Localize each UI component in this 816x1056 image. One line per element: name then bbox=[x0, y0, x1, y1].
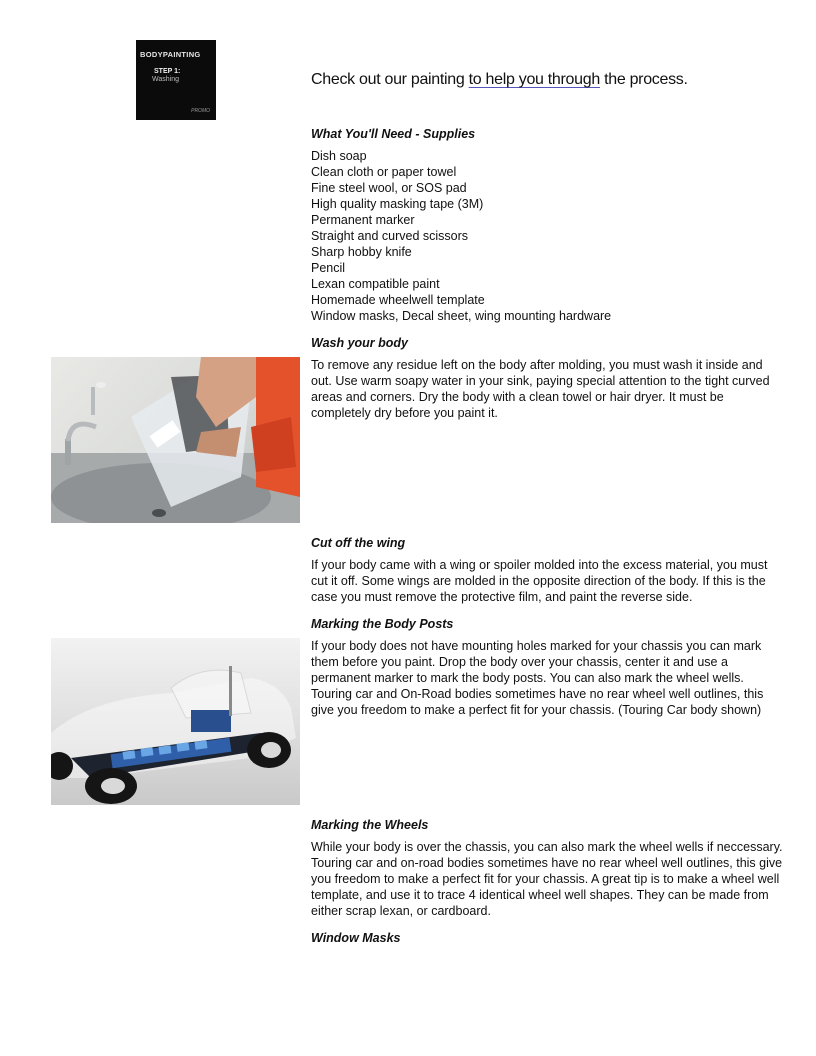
intro-before: Check out our painting bbox=[311, 71, 469, 88]
thumbnail-step: STEP 1: bbox=[154, 68, 181, 75]
masks-heading: Window Masks bbox=[311, 931, 401, 945]
thumbnail-logo: PROMO bbox=[191, 108, 210, 114]
wing-text: If your body came with a wing or spoiler molded into the excess material, you must cut it off. Some wings are molded in the opposite direction of the body. If this is the case you must remove the protective film, and paint the reverse side. bbox=[311, 558, 768, 604]
step-thumbnail[interactable] bbox=[136, 40, 216, 120]
list-item: High quality masking tape (3M) bbox=[311, 197, 484, 211]
list-item: Homemade wheelwell template bbox=[311, 293, 485, 307]
list-item: Window masks, Decal sheet, wing mounting hardware bbox=[311, 309, 612, 323]
posts-heading: Marking the Body Posts bbox=[311, 617, 454, 631]
intro-text bbox=[311, 71, 781, 89]
supplies-list bbox=[311, 148, 611, 324]
wash-text: To remove any residue left on the body after molding, you must wash it inside and out. Use warm soapy water in your sink, paying special attention to the tight curved areas and corners. Dry the body with a clean towel or hair dryer. It must be completely dry before you paint it. bbox=[311, 358, 770, 420]
wheels-heading: Marking the Wheels bbox=[311, 818, 429, 832]
list-item: Lexan compatible paint bbox=[311, 277, 440, 291]
list-item: Sharp hobby knife bbox=[311, 245, 412, 259]
list-item: Pencil bbox=[311, 261, 346, 275]
intro-after: the process. bbox=[599, 71, 688, 88]
wash-heading: Wash your body bbox=[311, 336, 409, 350]
list-item: Straight and curved scissors bbox=[311, 229, 469, 243]
car-chassis-photo bbox=[51, 638, 300, 805]
car-illustration bbox=[51, 638, 300, 805]
list-item: Clean cloth or paper towel bbox=[311, 165, 457, 179]
thumbnail-title: BODYPAINTING bbox=[140, 50, 201, 59]
wheels-text: While your body is over the chassis, you can also mark the wheel wells if neccessary. Touring car and on-road bodies sometimes have no rear wheel well outlines, this give you freedom to make a perfect fit for your chassis. A great tip is to make a wheel well template, and use it to trace 4 identical wheel well shapes. They can be made from either scrap lexan, or cardboard. bbox=[311, 840, 783, 918]
supplies-heading: What You'll Need - Supplies bbox=[311, 127, 476, 141]
list-item: Dish soap bbox=[311, 149, 367, 163]
washing-illustration bbox=[51, 357, 300, 523]
list-item: Permanent marker bbox=[311, 213, 415, 227]
thumbnail-step-name: Washing bbox=[152, 76, 179, 83]
washing-photo bbox=[51, 357, 300, 523]
painting-guide-link[interactable]: to help you through bbox=[468, 71, 600, 88]
posts-text: If your body does not have mounting holes marked for your chassis you can mark them before you paint. Drop the body over your chassis, center it and use a permanent marker to mark the body posts. You can also mark the wheel wells. Touring car and On-Road bodies sometimes have no rear wheel well outlines, this give you freedom to make a perfect fit for your chassis. (Touring Car body shown) bbox=[311, 639, 764, 717]
list-item: Fine steel wool, or SOS pad bbox=[311, 181, 467, 195]
wing-heading: Cut off the wing bbox=[311, 536, 406, 550]
